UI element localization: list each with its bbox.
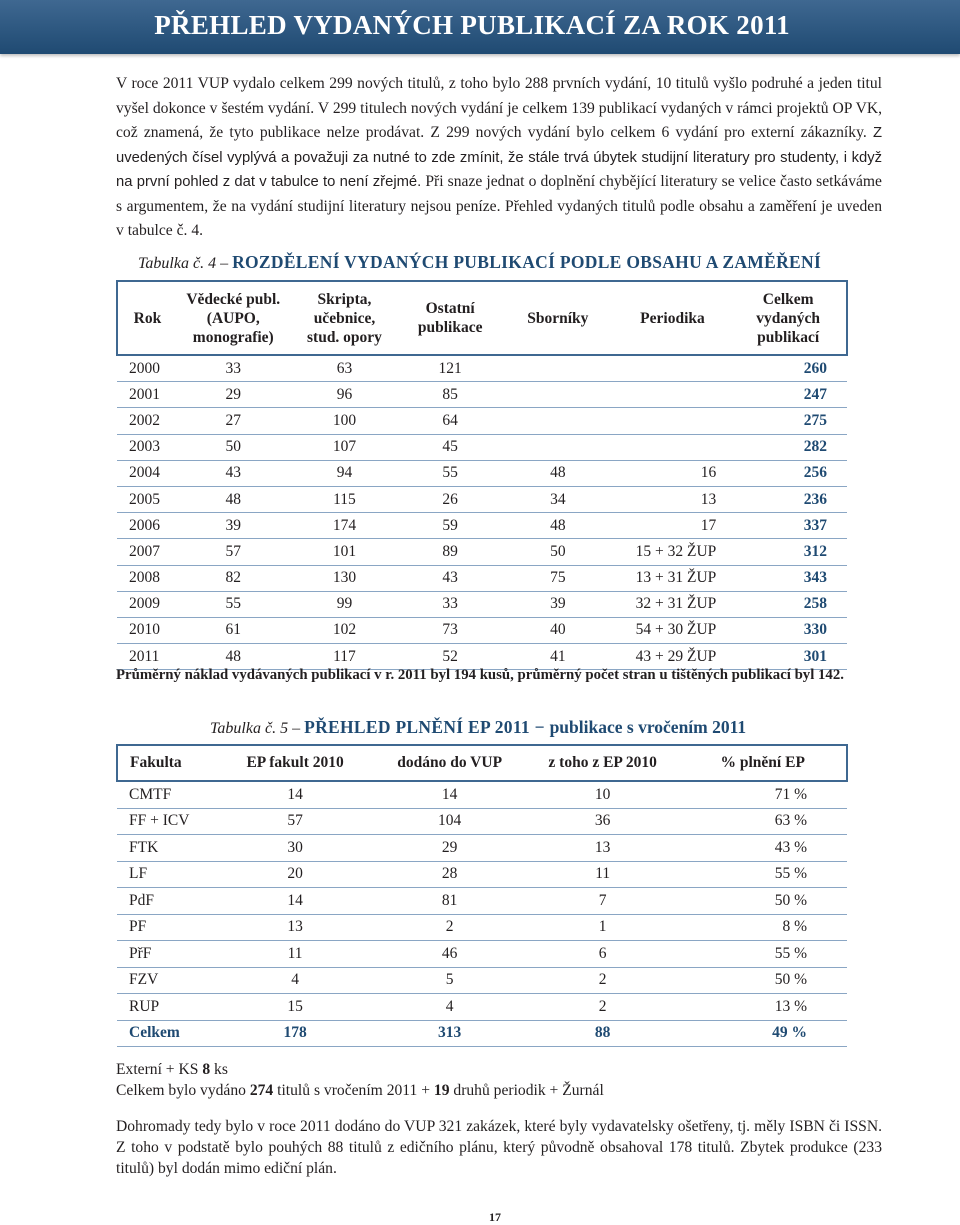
table4-cell: 16 xyxy=(615,460,731,486)
table5-header-cell: dodáno do VUP xyxy=(373,745,526,781)
table4-header-row xyxy=(117,281,847,355)
table4-cell: 39 xyxy=(501,591,615,617)
table5-cell: 13 % xyxy=(679,994,847,1021)
total-published-mid: titulů s vročením 2011 + xyxy=(273,1082,434,1099)
table-row xyxy=(117,486,847,512)
table-total-row xyxy=(117,1020,847,1047)
table-row xyxy=(117,888,847,915)
table4-header-text: monografie) xyxy=(192,328,274,346)
table5-cell: 313 xyxy=(373,1020,526,1047)
table4-cell: 2004 xyxy=(117,460,177,486)
table5-cell: 14 xyxy=(217,888,374,915)
table5-cell: 57 xyxy=(217,808,374,835)
table4-cell: 57 xyxy=(177,539,290,565)
table4-cell: 89 xyxy=(399,539,501,565)
table-row xyxy=(117,460,847,486)
intro-text-3: Při snaze jednat o doplnění chybějící literatury se velice často setkáváme s argumentem, že na vydání studijní literatury nejsou peníze. Přehled vydaných titulů podle obsahu a zaměření je uveden v tabulce č. 4. xyxy=(116,173,882,239)
table5-header-cell: z toho z EP 2010 xyxy=(526,745,680,781)
table4-cell: 33 xyxy=(399,591,501,617)
table4-cell: 99 xyxy=(290,591,400,617)
table5-cell: 13 xyxy=(526,835,680,862)
table4-cell: 41 xyxy=(501,644,615,670)
table5-cell: 63 % xyxy=(679,808,847,835)
table4-cell: 2007 xyxy=(117,539,177,565)
table4-cell: 55 xyxy=(177,591,290,617)
table5-cell: 81 xyxy=(373,888,526,915)
summary-paragraph: Dohromady tedy bylo v roce 2011 dodáno do VUP 321 zakázek, které byly vydavatelsky ošetřeny, tj. měly ISBN či ISSN. Z toho v podstatě bylo pouhých 88 titulů z edičního plánu, který původně obsahoval 178 titulů. Zbytek produkce (233 titulů) byl dodán mimo ediční plán. xyxy=(116,1118,882,1177)
table4-header-cell xyxy=(177,281,290,355)
table4-cell: 275 xyxy=(730,408,847,434)
table-row xyxy=(117,382,847,408)
total-published-line xyxy=(116,1080,882,1101)
table5-caption-title: PŘEHLED PLNĚNÍ EP 2011 xyxy=(304,717,530,737)
table5-caption-dash: – xyxy=(288,720,305,737)
table4-cell: 15 + 32 ŽUP xyxy=(615,539,731,565)
table5-cell: 10 xyxy=(526,781,680,808)
table4-cell xyxy=(615,434,731,460)
total-titles-count: 274 xyxy=(249,1082,274,1099)
table4-cell: 52 xyxy=(399,644,501,670)
table4-cell: 48 xyxy=(501,513,615,539)
table4-cell: 96 xyxy=(290,382,400,408)
table5-cell: 14 xyxy=(217,781,374,808)
table4-cell: 2001 xyxy=(117,382,177,408)
table4-cell xyxy=(501,355,615,382)
table-row xyxy=(117,967,847,994)
table4-cell xyxy=(501,434,615,460)
table4-cell: 64 xyxy=(399,408,501,434)
table4-cell: 130 xyxy=(290,565,400,591)
table4-header-text: Celkem xyxy=(762,290,814,308)
table4-header-text: Vědecké publ. xyxy=(186,290,281,308)
table4-header-text: Rok xyxy=(133,309,162,327)
table-row xyxy=(117,539,847,565)
table4-cell: 247 xyxy=(730,382,847,408)
table4-cell: 2003 xyxy=(117,434,177,460)
table5-cell: FF + ICV xyxy=(117,808,217,835)
table5-cell: PF xyxy=(117,914,217,941)
table4-cell: 107 xyxy=(290,434,400,460)
table4-cell: 17 xyxy=(615,513,731,539)
table4-caption-prefix: Tabulka č. 4 xyxy=(138,255,217,272)
table4-header-text: publikací xyxy=(757,328,820,346)
table5-cell: 13 xyxy=(217,914,374,941)
total-published-end: druhů periodik + Žurnál xyxy=(449,1082,604,1099)
table4-cell: 29 xyxy=(177,382,290,408)
table-row xyxy=(117,644,847,670)
table-row xyxy=(117,591,847,617)
table4-header-text: stud. opory xyxy=(307,328,382,346)
table5-cell: 55 % xyxy=(679,861,847,888)
table4-cell: 2009 xyxy=(117,591,177,617)
table5-cell: 28 xyxy=(373,861,526,888)
table4-cell: 2008 xyxy=(117,565,177,591)
table5-caption-dash2: − xyxy=(529,717,550,737)
table5-cell: 8 % xyxy=(679,914,847,941)
table5-cell: 1 xyxy=(526,914,680,941)
table4-caption-dash: – xyxy=(216,255,233,272)
table5-header-cell: % plnění EP xyxy=(679,745,847,781)
table-row xyxy=(117,617,847,643)
table4-cell: 50 xyxy=(501,539,615,565)
table4-cell: 34 xyxy=(501,486,615,512)
intro-paragraph xyxy=(116,72,882,244)
table5-cell: 50 % xyxy=(679,888,847,915)
table5-cell: 49 % xyxy=(679,1020,847,1047)
table-row xyxy=(117,914,847,941)
table5-cell: 2 xyxy=(526,994,680,1021)
table5-cell: 11 xyxy=(217,941,374,968)
table5-cell: Celkem xyxy=(117,1020,217,1047)
table4-cell: 258 xyxy=(730,591,847,617)
table4-cell: 50 xyxy=(177,434,290,460)
table4-header-text: Periodika xyxy=(640,309,705,327)
table4-cell: 32 + 31 ŽUP xyxy=(615,591,731,617)
table4-cell: 2010 xyxy=(117,617,177,643)
table4-cell: 40 xyxy=(501,617,615,643)
table4-header-text: Sborníky xyxy=(527,309,589,327)
table4-cell xyxy=(615,355,731,382)
table4-cell: 330 xyxy=(730,617,847,643)
table4-cell: 115 xyxy=(290,486,400,512)
table5-cell: 71 % xyxy=(679,781,847,808)
table-row xyxy=(117,355,847,382)
table4-cell: 85 xyxy=(399,382,501,408)
table5-caption-sub: publikace s vročením 2011 xyxy=(549,717,747,737)
table4-cell: 55 xyxy=(399,460,501,486)
table4-cell: 61 xyxy=(177,617,290,643)
table5-cell: 50 % xyxy=(679,967,847,994)
table4-cell: 43 xyxy=(399,565,501,591)
table-row xyxy=(117,513,847,539)
table4-cell: 48 xyxy=(177,644,290,670)
table-row xyxy=(117,861,847,888)
table5-cell: 43 % xyxy=(679,835,847,862)
table4-cell: 82 xyxy=(177,565,290,591)
table5-cell: 46 xyxy=(373,941,526,968)
publications-by-content-table xyxy=(116,280,848,670)
table4-cell: 2006 xyxy=(117,513,177,539)
table-row xyxy=(117,941,847,968)
table4-cell: 174 xyxy=(290,513,400,539)
table4-cell: 48 xyxy=(177,486,290,512)
table4-header-cell xyxy=(117,281,177,355)
table4-caption-title: ROZDĚLENÍ VYDANÝCH PUBLIKACÍ PODLE OBSAHU A ZAMĚŘENÍ xyxy=(232,252,822,272)
table4-cell: 312 xyxy=(730,539,847,565)
table5-header-row xyxy=(117,745,847,781)
table4-cell: 2011 xyxy=(117,644,177,670)
table4-cell: 54 + 30 ŽUP xyxy=(615,617,731,643)
table4-cell xyxy=(501,408,615,434)
page-header-bar xyxy=(0,0,960,54)
table4-cell: 94 xyxy=(290,460,400,486)
table4-cell: 100 xyxy=(290,408,400,434)
table5-cell: 11 xyxy=(526,861,680,888)
table4-header-cell xyxy=(730,281,847,355)
table4-cell: 73 xyxy=(399,617,501,643)
average-circulation-note: Průměrný náklad vydávaných publikací v r. 2011 byl 194 kusů, průměrný počet stran u tištěných publikací byl 142. xyxy=(116,667,844,683)
table4-cell: 33 xyxy=(177,355,290,382)
table5-cell: RUP xyxy=(117,994,217,1021)
table4-cell: 236 xyxy=(730,486,847,512)
table4-cell xyxy=(615,382,731,408)
table-row xyxy=(117,994,847,1021)
table5-cell: 6 xyxy=(526,941,680,968)
external-ks-label: Externí + KS xyxy=(116,1061,203,1078)
table4-cell: 260 xyxy=(730,355,847,382)
table4-header-cell xyxy=(399,281,501,355)
table4-header-text: publikace xyxy=(417,319,483,336)
table5-caption xyxy=(210,717,746,738)
table5-cell: CMTF xyxy=(117,781,217,808)
table5-cell: 7 xyxy=(526,888,680,915)
table4-cell: 121 xyxy=(399,355,501,382)
table5-cell: PřF xyxy=(117,941,217,968)
table5-cell: 15 xyxy=(217,994,374,1021)
table5-cell: 88 xyxy=(526,1020,680,1047)
table4-cell: 26 xyxy=(399,486,501,512)
table4-caption xyxy=(138,252,821,273)
table4-cell: 301 xyxy=(730,644,847,670)
table5-header-cell: Fakulta xyxy=(117,745,217,781)
table4-cell: 75 xyxy=(501,565,615,591)
table4-cell: 39 xyxy=(177,513,290,539)
table4-header-cell xyxy=(501,281,615,355)
table4-cell: 63 xyxy=(290,355,400,382)
table4-cell: 2002 xyxy=(117,408,177,434)
table5-cell: 5 xyxy=(373,967,526,994)
table4-cell: 43 xyxy=(177,460,290,486)
table4-cell: 101 xyxy=(290,539,400,565)
table4-cell xyxy=(615,408,731,434)
table4-cell: 13 xyxy=(615,486,731,512)
table4-header-text: Skripta, xyxy=(317,290,372,308)
table5-caption-prefix: Tabulka č. 5 xyxy=(210,720,289,737)
table-row xyxy=(117,781,847,808)
page-number: 17 xyxy=(489,1210,501,1224)
intro-text-2: Z uvedených čísel vyplývá a považuji za nutné to zde zmínit, že stále trvá úbytek studijní literatury pro studenty, i když na první pohled z dat v tabulce to není zřejmé. xyxy=(116,125,882,190)
table5-cell: 2 xyxy=(373,914,526,941)
table4-cell: 117 xyxy=(290,644,400,670)
table4-cell: 343 xyxy=(730,565,847,591)
table-row xyxy=(117,835,847,862)
table5-cell: PdF xyxy=(117,888,217,915)
ep-fulfillment-table xyxy=(116,744,848,1047)
table4-header-text: učebnice, xyxy=(313,309,376,327)
table4-header-cell xyxy=(290,281,400,355)
table4-cell: 13 + 31 ŽUP xyxy=(615,565,731,591)
table4-cell: 256 xyxy=(730,460,847,486)
table5-cell: 4 xyxy=(373,994,526,1021)
table-row xyxy=(117,808,847,835)
table4-cell: 48 xyxy=(501,460,615,486)
table5-cell: FTK xyxy=(117,835,217,862)
table5-cell: 178 xyxy=(217,1020,374,1047)
table4-cell: 59 xyxy=(399,513,501,539)
table4-header-text: (AUPO, xyxy=(206,309,260,327)
table5-header-cell: EP fakult 2010 xyxy=(217,745,374,781)
table5-cell: 14 xyxy=(373,781,526,808)
table4-cell: 27 xyxy=(177,408,290,434)
external-ks-unit: ks xyxy=(210,1061,228,1078)
table5-cell: 55 % xyxy=(679,941,847,968)
table4-cell: 43 + 29 ŽUP xyxy=(615,644,731,670)
table-row xyxy=(117,565,847,591)
table5-cell: 20 xyxy=(217,861,374,888)
table-row xyxy=(117,408,847,434)
table4-header-text: Ostatní xyxy=(425,300,475,317)
table4-cell: 2005 xyxy=(117,486,177,512)
table5-cell: 30 xyxy=(217,835,374,862)
page-title: PŘEHLED VYDANÝCH PUBLIKACÍ ZA ROK 2011 xyxy=(154,10,790,40)
table5-cell: LF xyxy=(117,861,217,888)
external-ks-line xyxy=(116,1059,882,1080)
table5-cell: 29 xyxy=(373,835,526,862)
table4-cell: 282 xyxy=(730,434,847,460)
table4-cell: 45 xyxy=(399,434,501,460)
total-published-label: Celkem bylo vydáno xyxy=(116,1082,250,1099)
table5-cell: FZV xyxy=(117,967,217,994)
table4-header-text: vydaných xyxy=(756,309,821,327)
table5-cell: 4 xyxy=(217,967,374,994)
table4-cell: 2000 xyxy=(117,355,177,382)
table5-cell: 2 xyxy=(526,967,680,994)
intro-text-1: V roce 2011 VUP vydalo celkem 299 nových titulů, z toho bylo 288 prvních vydání, 10 titulů vyšlo podruhé a jeden titul vyšel dokonce v šestém vydání. V 299 titulech nových vydání je celkem 139 publikací vydaných v rámci projektů OP VK, což znamená, že tyto publikace nelze prodávat. Z 299 nových vydání bylo celkem 6 vydání pro externí zákazníky. xyxy=(116,75,882,141)
table4-header-cell xyxy=(615,281,731,355)
table-row xyxy=(117,434,847,460)
table5-cell: 104 xyxy=(373,808,526,835)
table5-cell: 36 xyxy=(526,808,680,835)
table4-cell: 102 xyxy=(290,617,400,643)
table4-cell xyxy=(501,382,615,408)
periodicals-count: 19 xyxy=(433,1082,450,1099)
table4-cell: 337 xyxy=(730,513,847,539)
external-ks-count: 8 xyxy=(202,1061,211,1078)
